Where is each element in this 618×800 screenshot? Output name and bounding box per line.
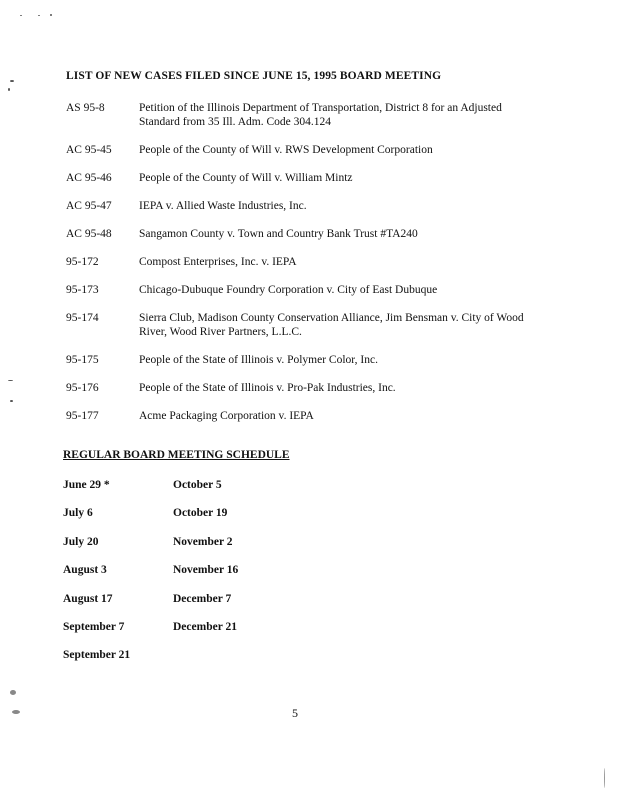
schedule-date: October 5 (173, 479, 222, 491)
schedule-date: September 7 (63, 620, 125, 633)
schedule-row (63, 506, 323, 520)
case-row (66, 353, 566, 367)
schedule-date: October 19 (173, 507, 228, 520)
case-row (66, 171, 566, 185)
case-number: 95-175 (66, 354, 99, 366)
schedule-row (63, 535, 323, 549)
case-row (66, 311, 566, 339)
case-number: 95-177 (66, 410, 99, 422)
schedule-date (173, 648, 323, 662)
new-cases-heading: LIST OF NEW CASES FILED SINCE JUNE 15, 1995 BOARD MEETING (66, 70, 442, 82)
case-row (66, 143, 566, 157)
schedule-date: December 7 (173, 592, 232, 605)
case-number: AC 95-47 (66, 200, 112, 212)
case-title: Acme Packaging Corporation v. IEPA (139, 410, 314, 422)
scan-speck (20, 15, 22, 16)
schedule-row (63, 592, 323, 606)
case-row (66, 283, 566, 297)
schedule-row (63, 563, 323, 577)
schedule-date: September 21 (63, 649, 131, 662)
schedule-date: November 2 (173, 535, 233, 548)
meeting-schedule (63, 478, 323, 677)
scan-speck (10, 80, 14, 82)
schedule-date: July 6 (63, 507, 93, 520)
case-row (66, 381, 566, 395)
case-title: Petition of the Illinois Department of Transportation, District 8 for an Adjusted Standard from 35 Ill. Adm. Code 304.124 (139, 102, 502, 128)
schedule-date: November 16 (173, 564, 239, 577)
schedule-date: December 21 (173, 620, 237, 633)
case-row (66, 255, 566, 269)
scan-speck (50, 14, 52, 16)
case-title: Sierra Club, Madison County Conservation Alliance, Jim Bensman v. City of Wood River, Wood River Partners, L.L.C. (139, 312, 524, 338)
scan-speck (38, 15, 40, 16)
case-row (66, 199, 566, 213)
case-row (66, 227, 566, 241)
case-number: 95-176 (66, 382, 99, 394)
schedule-date: August 3 (63, 564, 107, 577)
new-cases-list (66, 101, 566, 437)
case-number: AS 95-8 (66, 102, 105, 114)
case-title: Chicago-Dubuque Foundry Corporation v. City of East Dubuque (139, 284, 438, 296)
case-title: People of the County of Will v. RWS Development Corporation (139, 144, 433, 156)
case-title: Sangamon County v. Town and Country Bank Trust #TA240 (139, 228, 418, 240)
schedule-row (63, 648, 323, 662)
page-number: 5 (292, 706, 298, 720)
case-number: 95-172 (66, 256, 99, 268)
scan-speck (8, 380, 13, 381)
case-title: People of the State of Illinois v. Polymer Color, Inc. (139, 354, 378, 366)
scan-speck (8, 88, 10, 91)
case-title: Compost Enterprises, Inc. v. IEPA (139, 256, 297, 268)
scan-speck (604, 768, 605, 788)
schedule-date: July 20 (63, 535, 99, 548)
case-title: People of the County of Will v. William Mintz (139, 172, 353, 184)
schedule-row (63, 620, 323, 634)
schedule-row (63, 478, 323, 492)
schedule-date: August 17 (63, 592, 113, 605)
case-title: IEPA v. Allied Waste Industries, Inc. (139, 200, 307, 212)
meeting-schedule-heading: REGULAR BOARD MEETING SCHEDULE (63, 449, 290, 461)
scan-speck (12, 710, 20, 714)
case-row (66, 409, 566, 423)
case-number: AC 95-48 (66, 228, 112, 240)
case-number: AC 95-46 (66, 172, 112, 184)
case-number: AC 95-45 (66, 144, 112, 156)
scan-speck (10, 400, 13, 402)
case-title: People of the State of Illinois v. Pro-Pak Industries, Inc. (139, 382, 396, 394)
schedule-date: June 29 * (63, 479, 110, 491)
case-number: 95-173 (66, 284, 99, 296)
scan-speck (10, 690, 16, 695)
case-number: 95-174 (66, 312, 99, 324)
case-row (66, 101, 566, 129)
